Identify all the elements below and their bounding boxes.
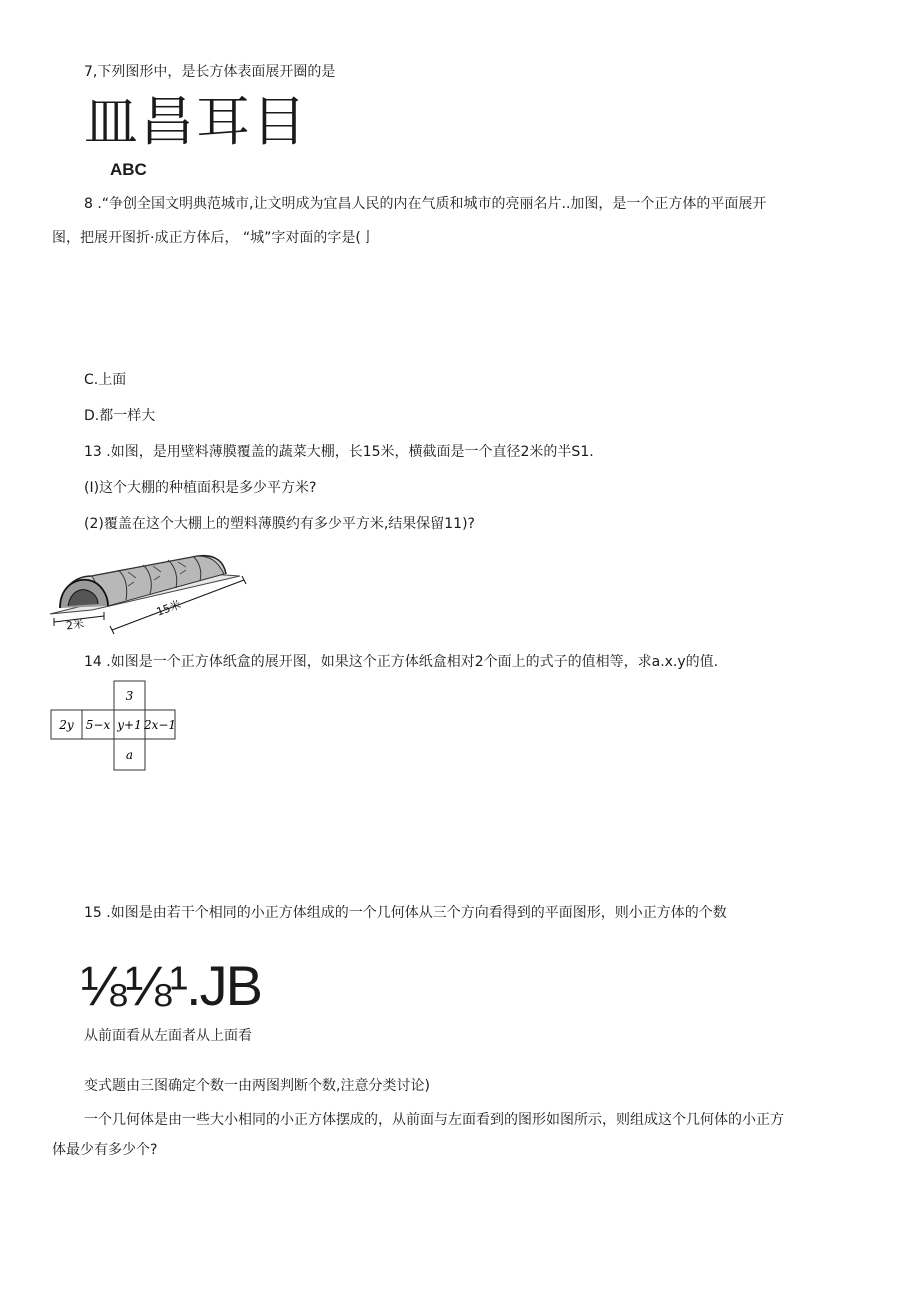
net-cell-3: y+1 (117, 718, 142, 732)
q7-stem: 7,下列图形中，是长方体表面展开圈的是 (84, 64, 336, 80)
net-cell-top: 3 (125, 689, 134, 703)
q14-stem: 14 .如图是一个正方体纸盒的展开图，如果这个正方体纸盒相对2个面上的式子的值相等，求a.x.y的值. (84, 654, 719, 670)
q15-caption: 从前面看从左面者从上面看 (84, 1028, 252, 1044)
variant-line1: 一个几何体是由一些大小相同的小正方体摆成的，从前面与左面看到的图形如图所示，则组成这个几何体的小正方 (84, 1112, 784, 1128)
variant-title: 变式题由三图确定个数一由两图判断个数,注意分类讨论) (84, 1078, 430, 1094)
net-cell-1: 2y (59, 718, 74, 732)
variant-line2: 体最少有多少个? (52, 1142, 158, 1158)
q13-part2: (2)覆盖在这个大棚上的塑料薄膜约有多少平方米,结果保留11)? (84, 516, 475, 532)
greenhouse-length-label: 15米 (154, 597, 183, 619)
q15-view-glyphs: ⅛⅛¹.JB (80, 954, 261, 1017)
cube-net-figure (50, 680, 176, 772)
q7-figures: 皿昌耳目 (84, 90, 308, 153)
q8-line1: 8 .“争创全国文明典范城市,让文明成为宜昌人民的内在气质和城市的亮丽名片..加图，是一个正方体的平面展开 (84, 196, 767, 212)
net-cell-bottom: a (125, 748, 134, 762)
net-cell-2: 5−x (85, 718, 111, 732)
q7-options: ABC (110, 160, 147, 179)
greenhouse-width-label: 2米 (65, 617, 85, 633)
greenhouse-figure (48, 546, 248, 638)
q13-part1: (I)这个大棚的种植面积是多少平方米? (84, 480, 317, 496)
q13-stem: 13 .如图，是用壁料薄膜覆盖的蔬菜大棚，长15米，横截面是一个直径2米的半S1. (84, 444, 594, 460)
q8-line2: 图，把展开图折·成正方体后， “城”字对面的字是(亅 (52, 230, 375, 246)
choice-c: C.上面 (84, 372, 127, 388)
q15-stem: 15 .如图是由若干个相同的小正方体组成的一个几何体从三个方向看得到的平面图形，则小正方体的个数 (84, 905, 727, 921)
net-cell-4: 2x−1 (143, 718, 177, 732)
choice-d: D.都一样大 (84, 408, 156, 424)
